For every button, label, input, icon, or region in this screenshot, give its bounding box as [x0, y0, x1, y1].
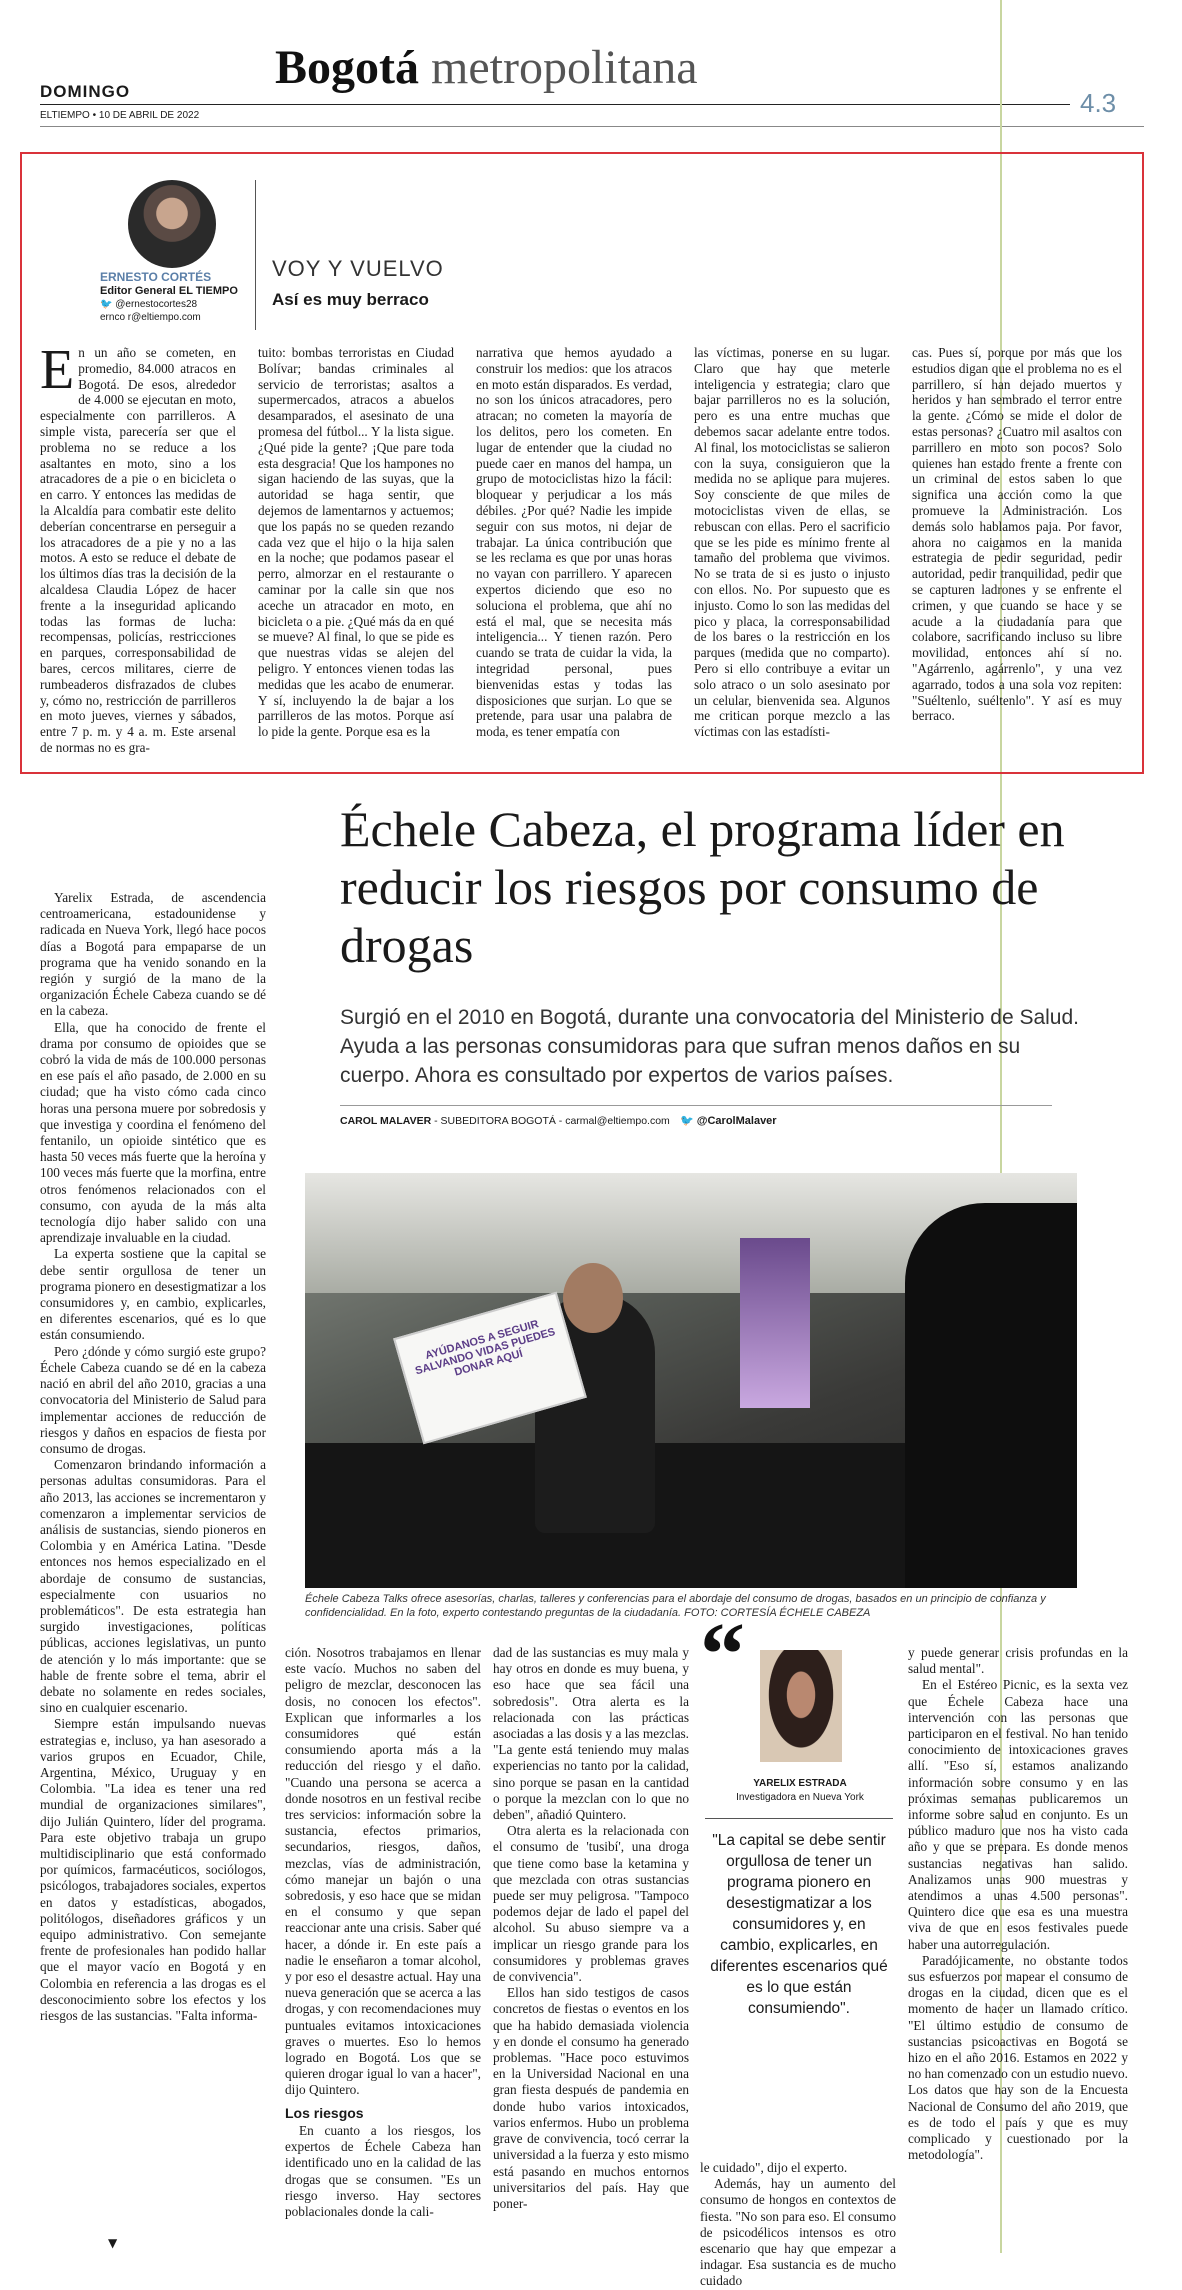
paragraph: ción. Nosotros trabajamos en llenar este vacío. Muchos no saben del peligro de mezclar, desconocen las dosis, no conocen los efectos". Explican que informarles a los consumidores qué están consumiendo aporta más a la reducción del riesgo y el daño. "Cuando una persona se acerca a donde nosotros en un festival recibe tres servicios: información sobre la sustancia, efectos primarios, secundarios, riesgos, daños, mezclas, vías de administración, cómo manejar un bajón o una sobredosis, y eso hace que se midan en el consumo y que sepan reaccionar ante una crisis. Saber qué hacer, a dónde ir. En este país a nadie le enseñaron a tomar alcohol, y por eso el desastre actual. Hay una nueva generación que se acerca a las drogas, y con recomendaciones muy puntuales evitamos intoxicaciones graves o muertes. Eso lo hemos logrado en Bogotá. Los que se quieren drogar igual lo van a hacer", dijo Quintero. [285, 1645, 481, 2098]
photo-donation-sign: AYÚDANOS A SEGUIR SALVANDO VIDAS PUEDES DONAR AQUÍ [393, 1292, 587, 1445]
twitter-icon: 🐦 [680, 1115, 694, 1127]
column-text-4: las víctimas, ponerse en su lugar. Claro que hay que meterle inteligencia y estrategia; claro que bajar parrilleros no es la solución, pero es una entre muchas que debemos sacar adelante entre todos. Al final, los motociclistas se salieron con la suya, consiguieron que la medida no se aplique para mujeres. Soy consciente de que miles de motociclistas viven de ellas, se rebuscan con ellas. Pero el sacrificio que se les pide es mínimo frente al tamaño del problema que vivimos. No se trata de si es justo o injusto con ellos. No. Por supuesto que es injusto. Como lo son las medidas del pico y placa, la corresponsabilidad de los bares o la restricción en los parques (medida que no comparto). Pero si ello contribuye a evitar un solo atraco o un solo asesinato por un celular, bienvenida sea. Algunos me critican porque mezclo a las víctimas con las estadísti- [694, 345, 890, 740]
column-vertical-rule [255, 180, 256, 330]
article-after-quote [700, 2160, 896, 2290]
column-text-1 [40, 339, 236, 756]
paragraph: Pero ¿dónde y cómo surgió este grupo? Échele Cabeza cuando se dé en la cabeza nació en abril del año 2010, gracias a una convocatoria del Ministerio de Salud para implementar acciones de reducción de riesgos y daños en espacios de fiesta por consumo de drogas. [40, 1343, 266, 1456]
article-deck: Surgió en el 2010 en Bogotá, durante una convocatoria del Ministerio de Salud. Ayuda a las personas consumidoras para que sufran menos daños en su cuerpo. Ahora es consultado por expertos de varios países. [340, 1006, 1079, 1087]
section-title [275, 40, 698, 95]
column-email: ernco r@eltiempo.com [100, 312, 201, 323]
article-left-column [40, 890, 266, 2024]
article-right-column [908, 1645, 1128, 2164]
column-twitter-handle: @ernestocortes28 [115, 299, 198, 310]
byline-rule-top [340, 1105, 1052, 1106]
article-mid-column-2 [493, 1645, 689, 2212]
drop-cap: E [40, 339, 75, 401]
quote-text: "La capital se debe sentir orgullosa de tener un programa pionero en desestigmatizar a los consumidores y, en cambio, explicarles, en diferentes escenarios qué es lo que están consumiendo". [710, 1832, 888, 2017]
paragraph: dad de las sustancias es muy mala y hay otros en donde es muy buena, y eso hace que sea fácil una sobredosis". Otra alerta es la relacionada con las prácticas asociadas a las dosis y a las mezclas. "La gente está teniendo muy malas experiencias no tanto por la calidad, sino porque se pasan en la cantidad o porque la mezclan con lo que no deben", añadió Quintero. [493, 1645, 689, 1823]
paragraph: Ellos han sido testigos de casos concretos de fiestas o eventos en los que ha habido demasiada violencia y en donde el consumo ha generado problemas. "Hace poco estuvimos en la Universidad Nacional en una gran fiesta después de pandemia en donde hubo varios intoxicados, varios enfermos. Hubo un problema grave de convivencia, tocó cerrar la universidad a la fuerza y esto mismo está pasando en muchos entornos universitarios del país. Hay que poner- [493, 1985, 689, 2211]
paragraph: En cuanto a los riesgos, los expertos de Échele Cabeza han identificado uno en la calidad de las drogas que se consumen. "Es un riesgo inverso. Hay sectores poblacionales donde la cali- [285, 2122, 481, 2219]
quote-mark-icon: “ [700, 1605, 745, 1704]
end-mark-icon: ▼ [108, 2236, 118, 2250]
edition-date: ELTIEMPO • 10 DE ABRIL DE 2022 [40, 110, 200, 121]
section-title-light: metropolitana [431, 41, 698, 94]
paragraph: Otra alerta es la relacionada con el consumo de 'tusibí', una droga que tiene como base la ketamina y que mezclada con otras sustancias puede ser muy peligrosa. "Tampoco podemos dejar de lado el papel del alcohol. Su abuso siempre va a implicar un riesgo grande para los consumidores y problemas graves de convivencia". [493, 1823, 689, 1985]
paragraph: Yarelix Estrada, de ascendencia centroamericana, estadounidense y radicada en Nueva York, llegó hace pocos días a Bogotá para empaparse de un programa que ha venido sonando en la región y surgió de la mano de la organización Échele Cabeza cuando se dé en la cabeza. [40, 890, 266, 1019]
column-text-1-body: n un año se cometen, en promedio, 84.000 atracos en Bogotá. De esos, alrededor de 4.000 se ejecutan en moto, especialmente con parrilleros. A simple vista, parecería ser que el problema no se reduce a los asaltantes en moto, sino a los atracadores de a pie o en bicicleta o en carro. Y entonces las medidas de la Alcaldía para combatir este delito deberían concentrarse en perseguir a los atracadores de a pie y no a las motos. A esto se reduce el debate de los últimos días tras la decisión de la alcaldesa Claudia López de hacer frente a la inseguridad aplicando todas las formas de lucha: recompensas, policías, restricciones en parques, corresponsabilidad de bares, cercos militares, cierre de rumbeaderos disfrazados de clubes y, cómo no, restricción de parrilleros en moto jueves, viernes y sábados, entre 7 p. m. y 4 a. m. Este arsenal de normas no es gra- [40, 345, 236, 755]
column-text-3: narrativa que hemos ayudado a construir los medios: que los atracos en moto están disparados. Es verdad, no son los únicos atracadores, pero atracan; no cometen la mayoría de los delitos, pero los cometen. En lugar de entender que la ciudad no puede caer en manos del hampa, un grupo de motociclistas hizo la fácil: bloquear y perjudicar a los más débiles. ¿Por qué? Nadie les impide seguir con sus motos, ni dejar de trabajar. La única contribución que se les reclama es que por unas horas no vayan con parrillero. Y aparecen expertos diciendo que eso no soluciona el problema, que ahí no está el mal, que se necesita más inteligencia... Y tienen razón. Pero cuando se trata de cuidar la vida, la integridad personal, pues bienvenidas estas y todas las disposiciones que surjan. Lo que se pretende, para usar una palabra de moda, es tener empatía con [476, 345, 672, 740]
section-title-bold: Bogotá [275, 41, 419, 94]
page-number: 4.3 [1080, 88, 1117, 118]
column-text-2: tuito: bombas terroristas en Ciudad Bolívar; bandas criminales al servicio de terroristas; asaltos a supermercados, atracos a abuelos desamparados, el asesinato de una promesa del fútbol... Y la lista sigue. ¿Qué pide la gente? ¡Que pare toda esta desgracia! Que los hampones no sigan haciendo de las suyas, que la autoridad se haga sentir, que dejemos de lamentarnos y actuemos; que los papás no se queden rezando cada vez que el hijo o la hija salen en la noche; que podamos pasear el perro, almorzar en el restaurante o caminar por la calle sin que nos aceche un atracador en moto, en bicicleta o a pie. ¿Qué más da en qué se mueve? Al final, lo que se pide es que nuestras vidas se alejen del peligro. Y entonces vienen todas las medidas que les acabo de enumerar. Y sí, incluyendo la de bajar a los parrilleros de las motos. Porque así lo pide la gente. Porque esa es la [258, 345, 454, 740]
quote-name: YARELIX ESTRADA [753, 1778, 847, 1789]
paragraph: Comenzaron brindando información a personas adultas consumidoras. Para el año 2013, las acciones se incrementaron y comenzaron a implementar servicios de análisis de sustancias, siendo pioneros en Colombia y en América Latina. "Desde entonces nos hemos especializado en el abordaje de consumo de sustancias, especialmente con usuarios no problemáticos". De esta estrategia han surgido investigaciones, políticas públicas, acciones legislativas, un punto de atención y lo más importante: que se hable de frente sobre el tema, abrir el debate no solamente en redes sociales, sino en cualquier escenario. [40, 1457, 266, 1716]
article-mid-column-1 [285, 1645, 481, 2220]
column-headline: Así es muy berraco [272, 290, 429, 309]
byline-twitter [680, 1114, 777, 1127]
column-name: VOY Y VUELVO [272, 256, 444, 281]
byline-name: CAROL MALAVER [340, 1115, 432, 1127]
byline-role: - SUBEDITORA BOGOTÁ - carmal@eltiempo.com [431, 1115, 670, 1127]
photo-person-head [563, 1263, 623, 1333]
subhead: Los riesgos [285, 2104, 364, 2121]
twitter-icon: 🐦 [100, 299, 113, 310]
paragraph: La experta sostiene que la capital se debe sentir orgullosa de tener un programa pionero en desestigmatizar a los consumidores y, en cambio, explicarles, en diferentes escenarios, qué es lo que están consumiendo. [40, 1246, 266, 1343]
author-avatar [128, 180, 216, 268]
quote-role: Investigadora en Nueva York [736, 1792, 864, 1803]
paragraph: le cuidado", dijo el experto. [700, 2160, 848, 2175]
byline-twitter-handle: @CarolMalaver [696, 1115, 777, 1127]
column-twitter [100, 299, 197, 310]
paragraph: Siempre están impulsando nuevas estrategias e, incluso, ya han asesorado a varios grupos en Ecuador, Chile, Argentina, México, Uruguay y en Colombia. "La idea es tener una red mundial de organizaciones similares", dijo Julián Quintero, líder del programa. Para este objetivo trabaja un grupo multidisciplinario que está conformado por químicos, farmacéuticos, sociólogos, psicólogos, trabajadores sociales, expertos en datos y estadísticas, abogados, politólogos, diseñadores gráficos y un equipo administrativo. Con semejante frente de profesionales han podido hallar que el mayor vacío en Bogotá y en Colombia en referencia a las drogas es el desconocimiento sobre los efectos y los riesgos de las sustancias. "Falta informa- [40, 1716, 266, 2024]
photo-banner [740, 1238, 810, 1408]
column-author-role: Editor General EL TIEMPO [100, 285, 238, 297]
paragraph: Paradójicamente, no obstante todos sus esfuerzos por mapear el consumo de drogas en la ciudad, dicen que es el momento de hacer un llamado crítico. "El último estudio de consumo de sustancias psicoactivas en Bogotá se hizo en el año 2016. Estamos en 2022 y no han comenzado con un estudio nuevo. Los datos que hay son de la Encuesta Nacional de Consumo del año 2019, que es de todo el país y que es muy complicado y cuestionado por la metodología". [908, 1952, 1128, 2163]
paragraph: Ella, que ha conocido de frente el drama por consumo de opioides que se cobró la vida de más de 100.000 personas en ese país el año pasado, de 2.000 en su ciudad; que ha visto cómo cada cinco horas una persona muere por sobredosis y que investiga y coordina el fenómeno del fentanilo, un opioide sintético que es hasta 50 veces más fuerte que la heroína y 100 veces más fuerte que la morfina, entre otros fenómenos relacionados con el consumo, con ayuda de la más alta tecnología dijo haber salido con una aprendizaje invaluable en la ciudad. [40, 1019, 266, 1246]
quote-portrait [760, 1650, 842, 1762]
photo-caption: Échele Cabeza Talks ofrece asesorías, charlas, talleres y conferencias para el abordaje del consumo de drogas, basados en un principio de confianza y confidencialidad. En la foto, experto contestando preguntas de la ciudadanía. FOTO: CORTESÍA ÉCHELE CABEZA [305, 1593, 1046, 1619]
header-rule-bottom [40, 126, 1144, 127]
photo-person-right [905, 1203, 1077, 1588]
column-text-5: cas. Pues sí, porque por más que los estudios digan que el problema no es el parrillero, sí han dejado muertos y heridos y han sembrado el terror entre la gente. ¿Cómo se mide el dolor de estas personas? ¿Cuatro mil asaltos con parrillero en moto son pocos? Solo quienes han estado frente a frente con un criminal de estos saben lo que significa una acción como la que promueve la Administración. Los demás solo hablamos paja. Por favor, ahora no caigamos en la manida estrategia de pedir seguridad, pedir autoridad, pedir tranquilidad, pedir que se capturen ladrones y se enfrente el crimen, y que cuando se hace y se acude a la ciudadanía para que colabore, sacrificando incluso su libre movilidad, entonces ahí sí no. "Agárrenlo, agárrenlo", y una vez agarrado, todos a una sola voz repiten: "Suéltenlo, suéltenlo". Y así es muy berraco. [912, 345, 1122, 724]
article-headline: Échele Cabeza, el programa líder en reducir los riesgos por consumo de drogas [340, 801, 1065, 973]
section-day: DOMINGO [40, 82, 131, 101]
column-author: ERNESTO CORTÉS [100, 270, 212, 284]
quote-rule [705, 1818, 893, 1819]
paragraph: y puede generar crisis profundas en la salud mental". [908, 1645, 1128, 1677]
header-rule [40, 104, 1070, 105]
article-byline [340, 1115, 670, 1127]
paragraph: En el Estéreo Picnic, es la sexta vez que Échele Cabeza hace una intervención con las personas que participaron en el festival. No han tenido conocimiento de intoxicaciones graves allí. "Eso sí, estamos analizando información sobre consumo y en las próximas semanas publicaremos un informe sobre salud en conjunto. Es un público maduro que nos ha visto cada año y que se prepara. Es donde menos sustancias negativas han salido. Analizamos unas 900 muestras y atendimos a unas 4.500 personas". Quintero dice que esa es una muestra viva de que en esos festivales puede haber una autorregulación. [908, 1677, 1128, 1952]
paragraph: Además, hay un aumento del consumo de hongos en contextos de fiesta. "No son para eso. El consumo de psicodélicos intensos es otro escenario que hay que empezar a indagar. Esa sustancia es de mucho cuidado [700, 2176, 896, 2289]
article-photo [305, 1173, 1077, 1588]
